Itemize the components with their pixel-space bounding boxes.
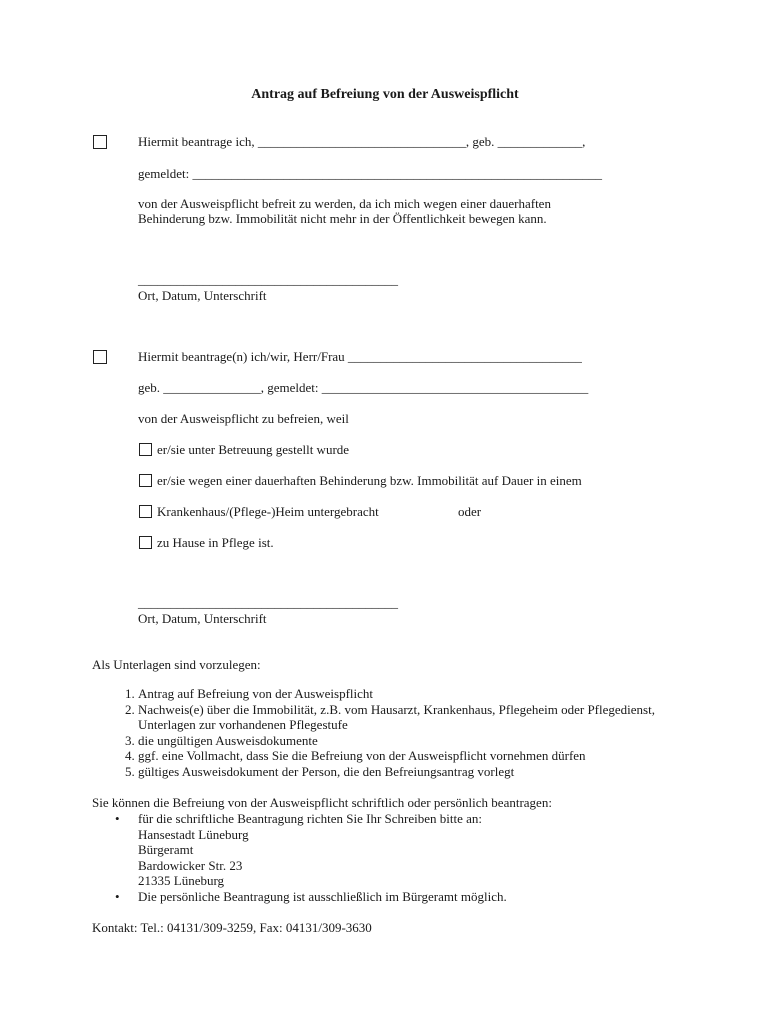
section2-signature-label: Ort, Datum, Unterschrift — [138, 611, 267, 626]
documents-intro: Als Unterlagen sind vorzulegen: — [92, 657, 261, 672]
address-line: Bardowicker Str. 23 — [138, 857, 243, 873]
address-line: Hansestadt Lüneburg — [138, 826, 249, 842]
section1-body-line2: Behinderung bzw. Immobilität nicht mehr in der Öffentlichkeit bewegen kann. — [138, 211, 547, 226]
option-disability-label: er/sie wegen einer dauerhaften Behinderung bzw. Immobilität auf Dauer in einem — [157, 473, 582, 488]
section1-applicant-line: Hiermit beantrage ich, ________________________________, geb. _____________, — [138, 134, 586, 149]
list-item: 4. ggf. eine Vollmacht, dass Sie die Befreiung von der Ausweispflicht vornehmen dürfen — [138, 748, 678, 764]
section2-signature-line: ________________________________________ — [138, 595, 398, 610]
option-hospital-label: Krankenhaus/(Pflege-)Heim untergebracht — [157, 504, 379, 519]
section2-birth-registered-line: geb. _______________, gemeldet: _________________________________________ — [138, 380, 589, 395]
list-item: 5. gültiges Ausweisdokument der Person, die den Befreiungsantrag vorlegt — [138, 764, 678, 780]
submission-list — [112, 811, 678, 904]
document-title: Antrag auf Befreiung von der Ausweispflicht — [251, 87, 519, 102]
list-item — [115, 888, 678, 905]
bullet-icon: • — [115, 888, 120, 904]
section1-body-line1: von der Ausweispflicht befreit zu werden, da ich mich wegen einer dauerhaften — [138, 196, 551, 211]
contact-info: Kontakt: Tel.: 04131/309-3259, Fax: 04131/309-3630 — [92, 920, 372, 935]
option-guardianship-label: er/sie unter Betreuung gestellt wurde — [157, 442, 350, 457]
option-hospital-checkbox[interactable] — [139, 505, 152, 518]
section1-registered-line: gemeldet: _______________________________________________________________ — [138, 166, 603, 181]
list-item: 3. die ungültigen Ausweisdokumente — [138, 733, 678, 749]
section1-signature-label: Ort, Datum, Unterschrift — [138, 288, 267, 303]
option-guardianship-checkbox[interactable] — [139, 443, 152, 456]
section1-signature-line: ________________________________________ — [138, 272, 398, 287]
option-home-care-label: zu Hause in Pflege ist. — [157, 535, 274, 550]
section1-checkbox[interactable] — [93, 135, 107, 149]
bullet-icon: • — [115, 811, 120, 826]
list-item — [115, 811, 678, 827]
option-or-label: oder — [458, 504, 482, 519]
list-item: 1. Antrag auf Befreiung von der Ausweispflicht — [138, 686, 678, 702]
address-line: Bürgeramt — [138, 842, 194, 857]
documents-list — [112, 686, 678, 779]
personal-submission-text: Die persönliche Beantragung ist ausschließlich im Bürgeramt möglich. — [138, 888, 507, 904]
section2-reason-intro: von der Ausweispflicht zu befreien, weil — [138, 411, 349, 426]
section2-checkbox[interactable] — [93, 350, 107, 364]
section2-applicant-line: Hiermit beantrage(n) ich/wir, Herr/Frau ____________________________________ — [138, 349, 582, 364]
option-disability-checkbox[interactable] — [139, 474, 152, 487]
option-home-care-checkbox[interactable] — [139, 536, 152, 549]
submission-intro: Sie können die Befreiung von der Ausweispflicht schriftlich oder persönlich beantragen: — [92, 795, 552, 810]
written-submission-text: für die schriftliche Beantragung richten Sie Ihr Schreiben bitte an: — [138, 811, 483, 826]
address-line: 21335 Lüneburg — [138, 873, 225, 888]
list-item: 2. Nachweis(e) über die Immobilität, z.B. vom Hausarzt, Krankenhaus, Pflegeheim oder Pflegedienst, Unterlagen zur vorhandenen Pflegestufe — [138, 702, 678, 733]
